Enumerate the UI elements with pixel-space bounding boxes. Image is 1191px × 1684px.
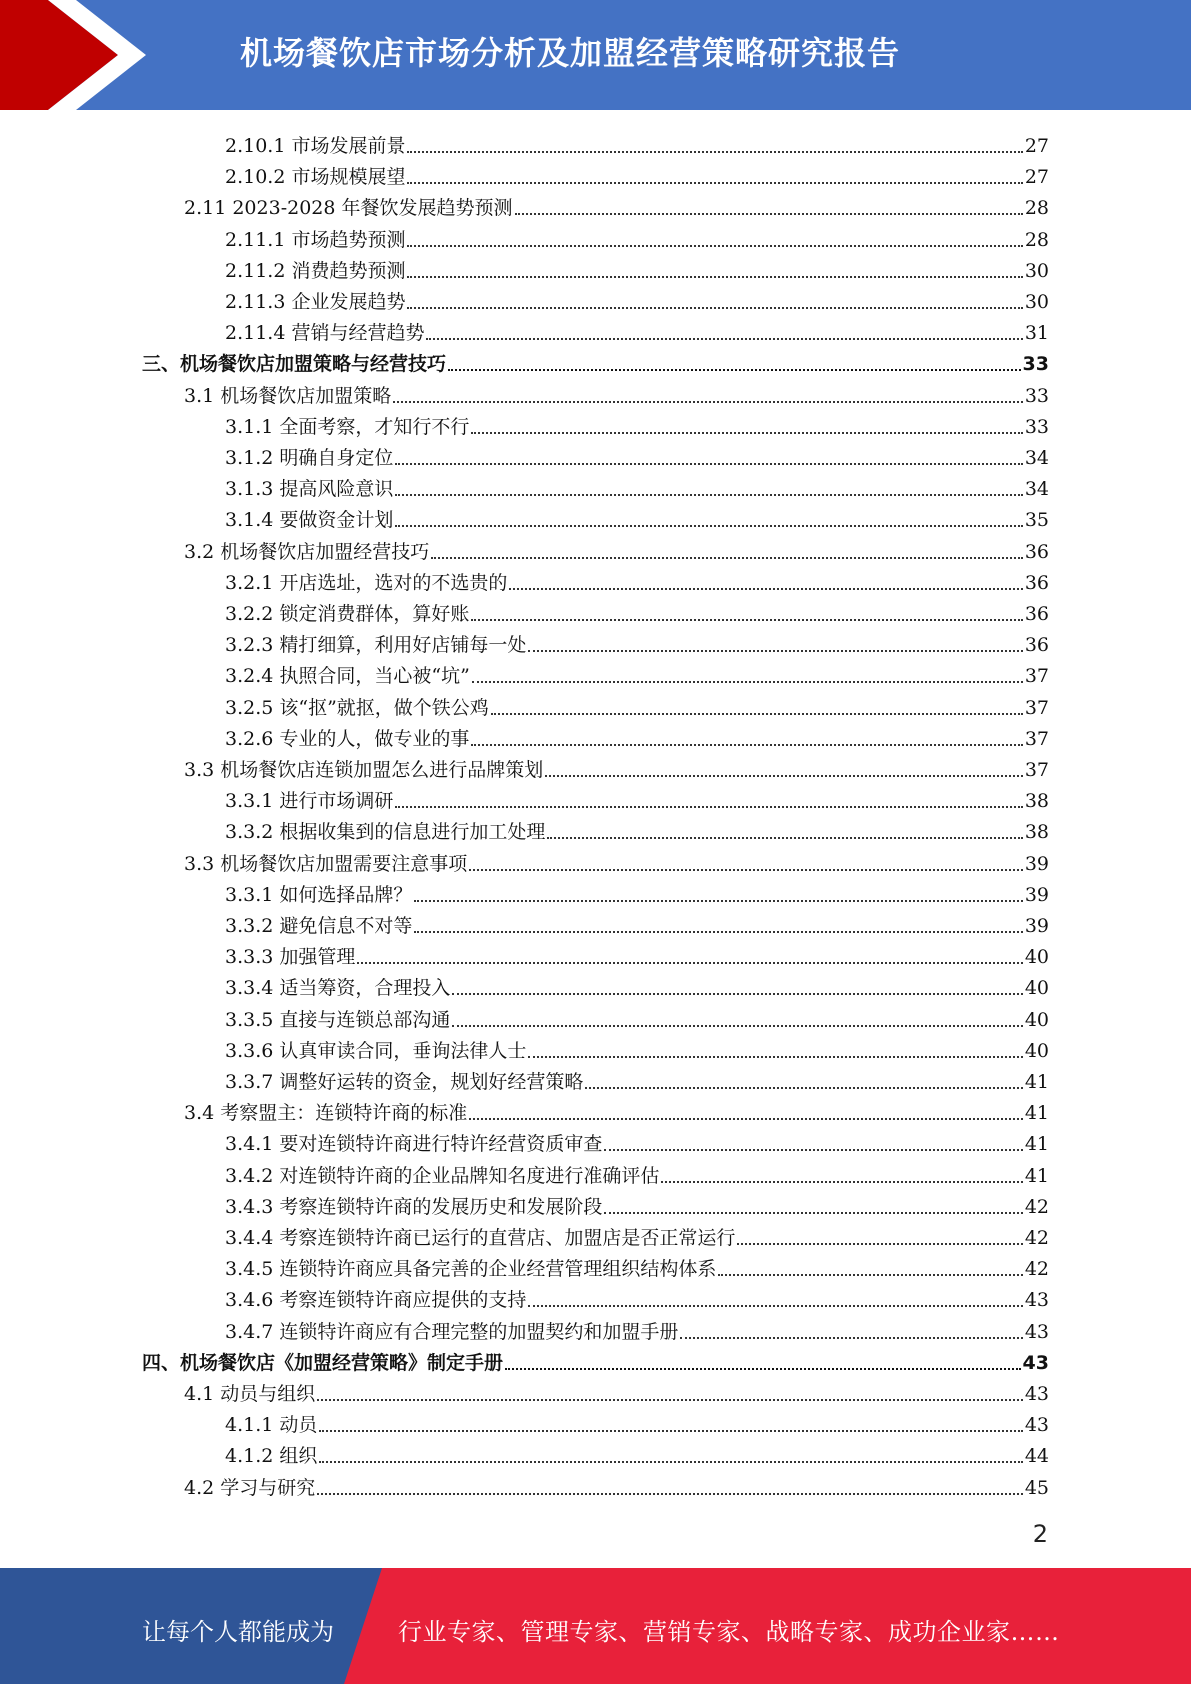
toc-entry-page: 30	[1024, 259, 1049, 282]
toc-entry[interactable]	[225, 1000, 1049, 1031]
toc-entry-page: 41	[1024, 1164, 1049, 1187]
toc-dot-leader	[407, 244, 1022, 247]
toc-entry[interactable]	[184, 844, 1049, 875]
footer-slogan-left: 让每个人都能成为	[142, 1618, 334, 1646]
toc-entry-label: 4.1.1 动员	[225, 1414, 318, 1437]
toc-dot-leader	[661, 1180, 1022, 1183]
toc-entry-page: 27	[1024, 135, 1049, 157]
toc-entry-page: 38	[1024, 790, 1049, 813]
toc-dot-leader	[448, 368, 1021, 371]
toc-entry-page: 36	[1024, 634, 1049, 657]
toc-dot-leader	[471, 618, 1022, 621]
toc-entry-page: 38	[1024, 821, 1049, 844]
toc-entry[interactable]	[225, 937, 1049, 968]
toc-entry-page: 43	[1024, 1289, 1049, 1312]
page-number: 2	[1032, 1520, 1048, 1548]
toc-dot-leader	[604, 1148, 1022, 1151]
toc-dot-leader	[545, 774, 1023, 777]
toc-dot-leader	[452, 1024, 1022, 1027]
toc-entry-label: 4.1 动员与组织	[184, 1383, 316, 1405]
toc-entry[interactable]	[225, 1312, 1049, 1343]
toc-entry[interactable]	[142, 1343, 1049, 1374]
toc-entry-label: 3.4.3 考察连锁特许商的发展历史和发展阶段	[225, 1195, 603, 1218]
toc-dot-leader	[395, 805, 1022, 808]
toc-entry[interactable]	[225, 875, 1049, 906]
toc-entry-page: 42	[1024, 1227, 1049, 1249]
toc-entry[interactable]	[184, 1468, 1049, 1499]
toc-dot-leader	[491, 712, 1023, 715]
toc-entry-page: 28	[1024, 197, 1049, 220]
toc-entry-page: 36	[1024, 540, 1049, 563]
toc-entry[interactable]	[225, 563, 1049, 594]
toc-dot-leader	[431, 556, 1023, 559]
toc-dot-leader	[469, 868, 1023, 871]
toc-entry-page: 33	[1024, 415, 1049, 438]
toc-entry[interactable]	[225, 282, 1049, 313]
toc-entry-label: 2.11 2023-2028 年餐饮发展趋势预测	[184, 197, 513, 220]
toc-entry-page: 43	[1024, 1320, 1049, 1343]
toc-entry-page: 36	[1024, 603, 1049, 625]
toc-dot-leader	[472, 680, 1023, 683]
toc-entry-label: 2.10.2 市场规模展望	[225, 166, 406, 189]
toc-entry-page: 37	[1024, 665, 1049, 688]
toc-entry-label: 3.3.1 进行市场调研	[225, 790, 394, 813]
toc-entry-label: 2.11.2 消费趋势预测	[225, 259, 406, 282]
toc-entry[interactable]	[184, 376, 1049, 407]
toc-entry[interactable]	[225, 1249, 1049, 1280]
toc-entry[interactable]	[225, 1436, 1049, 1467]
toc-entry-label: 2.11.3 企业发展趋势	[225, 291, 406, 313]
toc-dot-leader	[680, 1336, 1022, 1339]
toc-dot-leader	[407, 275, 1022, 278]
toc-entry-label: 2.10.1 市场发展前景	[225, 135, 406, 157]
toc-entry[interactable]	[225, 1031, 1049, 1062]
toc-entry[interactable]	[184, 750, 1049, 781]
toc-dot-leader	[528, 1055, 1022, 1058]
toc-entry-page: 37	[1024, 727, 1049, 750]
toc-entry[interactable]	[225, 719, 1049, 750]
toc-dot-leader	[317, 1492, 1023, 1495]
toc-entry-page: 30	[1024, 291, 1049, 313]
toc-entry-label: 3.2.4 执照合同，当心被“坑”	[225, 665, 470, 688]
toc-entry-label: 3.1.3 提高风险意识	[225, 478, 394, 501]
toc-entry-label: 四、机场餐饮店《加盟经营策略》制定手册	[142, 1351, 504, 1374]
toc-entry[interactable]	[184, 1374, 1049, 1405]
toc-dot-leader	[319, 1460, 1022, 1463]
toc-entry-label: 3.2.5 该“抠”就抠，做个铁公鸡	[225, 696, 489, 719]
toc-dot-leader	[452, 992, 1022, 995]
toc-entry-page: 42	[1024, 1258, 1049, 1281]
toc-entry[interactable]	[225, 1187, 1049, 1218]
page-header	[0, 0, 1191, 110]
toc-dot-leader	[407, 150, 1022, 153]
toc-entry-page: 43	[1024, 1383, 1049, 1405]
toc-entry[interactable]	[225, 594, 1049, 625]
toc-entry[interactable]	[225, 500, 1049, 531]
toc-entry-page: 41	[1024, 1071, 1049, 1093]
toc-entry-label: 3.2.1 开店选址，选对的不选贵的	[225, 571, 508, 594]
toc-entry-page: 36	[1024, 571, 1049, 594]
toc-entry[interactable]	[225, 1280, 1049, 1311]
toc-entry-label: 3.3 机场餐饮店加盟需要注意事项	[184, 852, 468, 875]
toc-entry-page: 31	[1024, 322, 1049, 345]
toc-entry-page: 40	[1024, 1039, 1049, 1062]
toc-dot-leader	[317, 1398, 1023, 1401]
toc-dot-leader	[471, 743, 1022, 746]
toc-entry[interactable]	[225, 469, 1049, 500]
toc-entry-page: 45	[1024, 1476, 1049, 1499]
toc-entry-page: 35	[1024, 509, 1049, 532]
toc-entry[interactable]	[225, 1218, 1049, 1249]
toc-dot-leader	[395, 493, 1022, 496]
toc-dot-leader	[357, 961, 1022, 964]
toc-entry-page: 28	[1024, 228, 1049, 251]
toc-entry-label: 3.3.4 适当筹资，合理投入	[225, 977, 451, 1000]
toc-entry-label: 3.2.3 精打细算，利用好店铺每一处	[225, 634, 527, 657]
toc-entry-page: 37	[1024, 759, 1049, 781]
page-footer	[0, 1568, 1191, 1684]
toc-dot-leader	[414, 930, 1022, 933]
toc-dot-leader	[426, 337, 1022, 340]
toc-entry-label: 3.3.6 认真审读合同，垂询法律人士	[225, 1039, 527, 1062]
toc-entry-page: 39	[1024, 883, 1049, 906]
toc-dot-leader	[395, 462, 1022, 465]
toc-entry-page: 43	[1024, 1414, 1049, 1437]
toc-entry[interactable]	[225, 968, 1049, 999]
toc-entry-label: 3.2.6 专业的人，做专业的事	[225, 727, 470, 750]
toc-dot-leader	[407, 181, 1022, 184]
toc-entry-label: 4.1.2 组织	[225, 1445, 318, 1468]
toc-entry-label: 3.4.2 对连锁特许商的企业品牌知名度进行准确评估	[225, 1164, 660, 1187]
toc-entry-page: 39	[1024, 852, 1049, 875]
toc-entry-label: 2.11.4 营销与经营趋势	[225, 322, 425, 345]
toc-entry-page: 40	[1024, 946, 1049, 969]
toc-entry[interactable]	[225, 313, 1049, 344]
toc-entry-label: 3.1.1 全面考察，才知行不行	[225, 415, 470, 438]
toc-entry[interactable]	[225, 781, 1049, 812]
toc-entry[interactable]	[225, 251, 1049, 282]
toc-entry[interactable]	[184, 1093, 1049, 1124]
toc-entry-page: 34	[1024, 447, 1049, 469]
toc-entry-label: 3.4.6 考察连锁特许商应提供的支持	[225, 1289, 527, 1312]
toc-entry[interactable]	[225, 220, 1049, 251]
toc-entry-label: 3.2.2 锁定消费群体，算好账	[225, 603, 470, 625]
toc-entry-label: 3.3.5 直接与连锁总部沟通	[225, 1008, 451, 1031]
toc-entry[interactable]	[225, 1156, 1049, 1187]
toc-entry[interactable]	[225, 1062, 1049, 1093]
toc-entry-page: 34	[1024, 478, 1049, 501]
toc-entry[interactable]	[225, 812, 1049, 843]
toc-dot-leader	[528, 1304, 1022, 1307]
toc-entry-label: 3.4.4 考察连锁特许商已运行的直营店、加盟店是否正常运行	[225, 1227, 736, 1249]
toc-entry-label: 3.4.7 连锁特许商应有合理完整的加盟契约和加盟手册	[225, 1320, 679, 1343]
toc-entry-page: 41	[1024, 1102, 1049, 1125]
toc-entry-page: 40	[1024, 977, 1049, 1000]
toc-entry-label: 3.4.5 连锁特许商应具备完善的企业经营管理组织结构体系	[225, 1258, 717, 1281]
toc-dot-leader	[471, 431, 1022, 434]
toc-dot-leader	[505, 1367, 1021, 1370]
toc-entry-page: 40	[1024, 1008, 1049, 1031]
toc-entry-label: 3.1 机场餐饮店加盟策略	[184, 384, 392, 407]
toc-entry-page: 37	[1024, 696, 1049, 719]
toc-entry-label: 3.3 机场餐饮店连锁加盟怎么进行品牌策划	[184, 759, 544, 781]
toc-entry[interactable]	[225, 688, 1049, 719]
footer-slogan-right: 行业专家、管理专家、营销专家、战略专家、成功企业家……	[398, 1618, 1060, 1646]
toc-dot-leader	[585, 1086, 1022, 1089]
toc-dot-leader	[393, 400, 1023, 403]
toc-entry-label: 4.2 学习与研究	[184, 1476, 316, 1499]
toc-entry[interactable]	[225, 625, 1049, 656]
toc-entry-page: 33	[1024, 384, 1049, 407]
toc-entry-label: 3.3.7 调整好运转的资金，规划好经营策略	[225, 1071, 584, 1093]
toc-dot-leader	[407, 306, 1022, 309]
toc-dot-leader	[718, 1273, 1022, 1276]
toc-dot-leader	[395, 524, 1022, 527]
toc-entry-page: 33	[1022, 353, 1049, 376]
toc-dot-leader	[737, 1242, 1022, 1245]
toc-entry[interactable]	[225, 126, 1049, 157]
header-red-chevron	[0, 0, 118, 110]
toc-dot-leader	[528, 649, 1022, 652]
toc-entry-label: 3.1.4 要做资金计划	[225, 509, 394, 532]
toc-dot-leader	[509, 587, 1022, 590]
toc-entry-page: 41	[1024, 1133, 1049, 1156]
toc-dot-leader	[319, 1429, 1022, 1432]
toc-entry[interactable]	[225, 157, 1049, 188]
toc-entry-page: 42	[1024, 1195, 1049, 1218]
toc-entry-label: 3.2 机场餐饮店加盟经营技巧	[184, 540, 430, 563]
toc-entry[interactable]	[225, 407, 1049, 438]
toc-entry[interactable]	[225, 906, 1049, 937]
toc-entry-label: 3.4.1 要对连锁特许商进行特许经营资质审查	[225, 1133, 603, 1156]
toc-entry-label: 3.3.2 避免信息不对等	[225, 915, 413, 937]
toc-entry-page: 43	[1022, 1351, 1049, 1374]
toc-entry-label: 3.1.2 明确自身定位	[225, 447, 394, 469]
toc-entry[interactable]	[225, 1124, 1049, 1155]
toc-entry-page: 44	[1024, 1445, 1049, 1468]
toc-dot-leader	[547, 836, 1022, 839]
toc-entry[interactable]	[184, 532, 1049, 563]
toc-entry[interactable]	[225, 438, 1049, 469]
toc-entry-label: 2.11.1 市场趋势预测	[225, 228, 406, 251]
toc-dot-leader	[604, 1211, 1022, 1214]
toc-entry[interactable]	[225, 656, 1049, 687]
toc-entry-page: 39	[1024, 915, 1049, 937]
toc-entry[interactable]	[142, 344, 1049, 375]
toc-dot-leader	[515, 212, 1023, 215]
toc-entry[interactable]	[184, 188, 1049, 219]
toc-dot-leader	[414, 899, 1022, 902]
toc-dot-leader	[469, 1117, 1023, 1120]
toc-entry-label: 三、机场餐饮店加盟策略与经营技巧	[142, 353, 447, 376]
toc-entry-page: 27	[1024, 166, 1049, 189]
toc-entry[interactable]	[225, 1405, 1049, 1436]
toc-entry-label: 3.3.2 根据收集到的信息进行加工处理	[225, 821, 546, 844]
toc-entry-label: 3.3.1 如何选择品牌？	[225, 883, 413, 906]
report-title: 机场餐饮店市场分析及加盟经营策略研究报告	[240, 34, 901, 72]
toc-entry-label: 3.3.3 加强管理	[225, 946, 356, 969]
toc-entry-label: 3.4 考察盟主：连锁特许商的标准	[184, 1102, 468, 1125]
